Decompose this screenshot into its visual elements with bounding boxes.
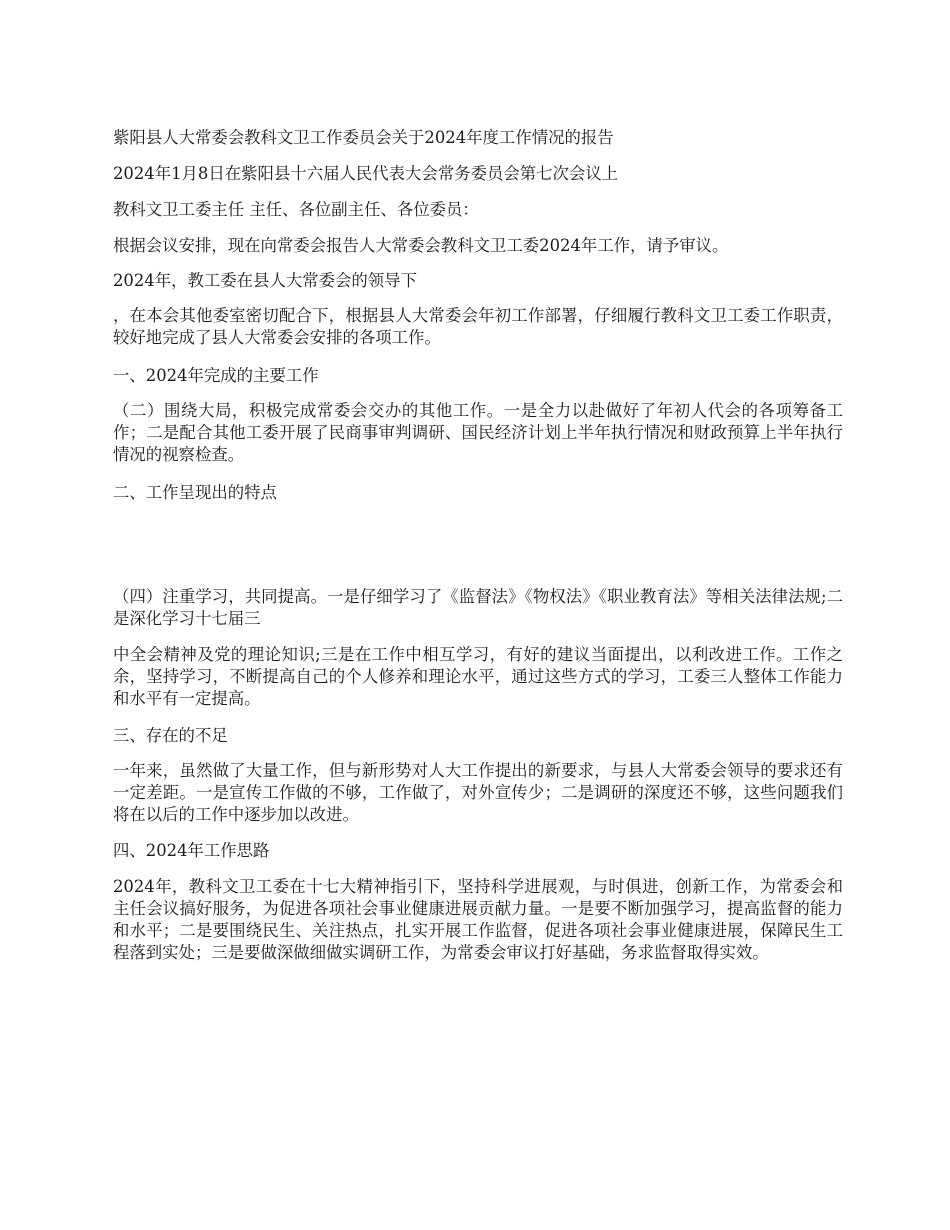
intro-paragraph: 根据会议安排，现在向常委会报告人大常委会教科文卫工委2024年工作，请予审议。 — [113, 236, 729, 255]
section3-heading: 三、存在的不足 — [113, 726, 228, 745]
meeting-line: 2024年1月8日在紫阳县十六届人民代表大会常务委员会第七次会议上 — [113, 164, 619, 183]
section2-item4-part2: 中全会精神及党的理论知识;三是在工作中相互学习，有好的建议当面提出，以利改进工作。工作之余，坚持学习，不断提高自己的个人修养和理论水平，通过这些方式的学习，工委三人整体工作能力和水平有一定提高。 — [113, 645, 843, 708]
salutation: 教科文卫工委主任 主任、各位副主任、各位委员： — [113, 200, 479, 219]
section2-heading: 二、工作呈现出的特点 — [113, 483, 277, 502]
overview-lead: 2024年，教工委在县人大常委会的领导下 — [113, 271, 417, 290]
section2-item4-part1: （四）注重学习，共同提高。一是仔细学习了《监督法》《物权法》《职业教育法》等相关法律法规;二是深化学习十七届三 — [113, 587, 843, 628]
section4-heading: 四、2024年工作思路 — [113, 841, 270, 860]
section4-body: 2024年，教科文卫工委在十七大精神指引下，坚持科学进展观，与时俱进，创新工作，为常委会和主任会议搞好服务，为促进各项社会事业健康进展贡献力量。一是要不断加强学习，提高监督的能力和水平；二是要围绕民生、关注热点，扎实开展工作监督，促进各项社会事业健康进展，保障民生工程落到实处；三是要做深做细做实调研工作，为常委会审议打好基础，务求监督取得实效。 — [113, 877, 843, 962]
document-title: 紫阳县人大常委会教科文卫工作委员会关于2024年度工作情况的报告 — [113, 128, 614, 147]
section1-item2: （二）围绕大局，积极完成常委会交办的其他工作。一是全力以赴做好了年初人代会的各项筹备工作；二是配合其他工委开展了民商事审判调研、国民经济计划上半年执行情况和财政预算上半年执行情况的视察检查。 — [113, 401, 843, 464]
overview-body: ，在本会其他委室密切配合下，根据县人大常委会年初工作部署，仔细履行教科文卫工委工作职责，较好地完成了县人大常委会安排的各项工作。 — [113, 306, 843, 347]
section3-body: 一年来，虽然做了大量工作，但与新形势对人大工作提出的新要求，与县人大常委会领导的要求还有一定差距。一是宣传工作做的不够，工作做了，对外宣传少；二是调研的深度还不够，这些问题我们将在以后的工作中逐步加以改进。 — [113, 761, 843, 824]
section1-heading: 一、2024年完成的主要工作 — [113, 366, 319, 385]
